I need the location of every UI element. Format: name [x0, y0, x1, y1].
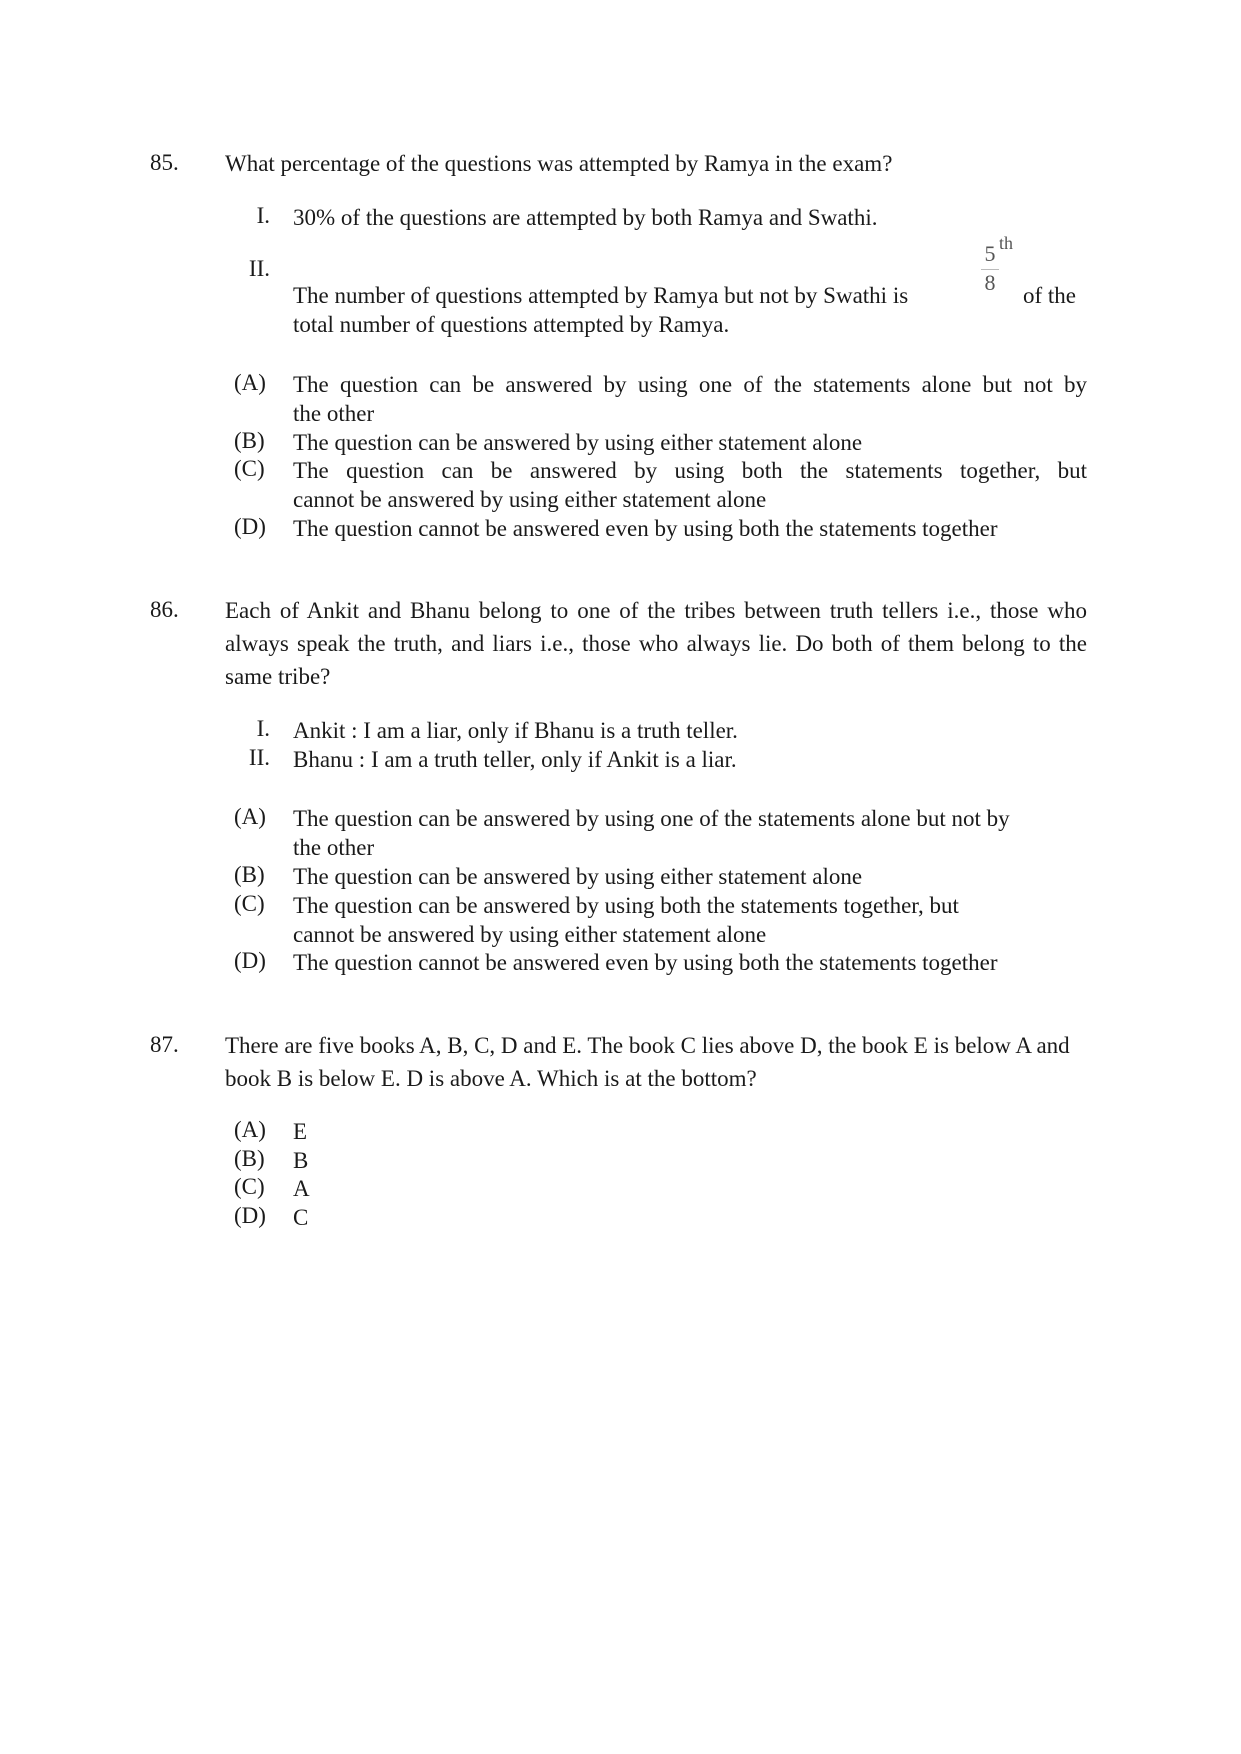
- option-text: [293, 370, 1087, 428]
- question-number: 85.: [150, 150, 179, 175]
- option-line: The question can be answered by using both the statements together, but: [293, 458, 1087, 483]
- option-label: (B): [234, 1146, 265, 1171]
- option-label: (C): [234, 1174, 265, 1199]
- option-text: [293, 456, 1087, 514]
- option-text: [293, 891, 1087, 949]
- option-line: the other: [293, 401, 375, 426]
- option-line: The question can be answered by using one of the statements alone but not by: [293, 806, 1010, 831]
- option-label: (C): [234, 456, 265, 481]
- option-line: cannot be answered by using either statement alone: [293, 922, 767, 947]
- option-label: (D): [234, 1203, 266, 1228]
- option-label: (D): [234, 948, 266, 973]
- option-label: (C): [234, 891, 265, 916]
- option-label: (A): [234, 370, 266, 395]
- statement-text: 30% of the questions are attempted by both Ramya and Swathi.: [293, 205, 878, 230]
- question-number: 87.: [150, 1032, 179, 1057]
- statement-text-end: of the: [1023, 283, 1077, 308]
- option-label: (B): [234, 428, 265, 453]
- option-text: B: [293, 1148, 309, 1173]
- option-line: cannot be answered by using either statement alone: [293, 487, 767, 512]
- option-text: The question can be answered by using either statement alone: [293, 430, 863, 455]
- fraction-denominator: 8: [984, 270, 996, 295]
- question-number: 86.: [150, 597, 179, 622]
- option-text: The question can be answered by using either statement alone: [293, 864, 863, 889]
- option-line: The question can be answered by using one of the statements alone but not by: [293, 372, 1087, 397]
- statement-text: The number of questions attempted by Ramya but not by Swathi is: [293, 283, 909, 308]
- option-text: E: [293, 1119, 308, 1144]
- question-text: Each of Ankit and Bhanu belong to one of the tribes between truth tellers i.e., those who always speak the truth, and liars i.e., those who always lie. Do both of them belong to the same tribe?: [225, 598, 1087, 689]
- statement-label: I.: [256, 203, 270, 228]
- option-text: C: [293, 1205, 309, 1230]
- option-text: The question cannot be answered even by using both the statements together: [293, 950, 998, 975]
- option-label: (B): [234, 862, 265, 887]
- fraction: [981, 241, 999, 296]
- statement-text-line2: total number of questions attempted by Ramya.: [293, 312, 730, 337]
- option-text: [293, 804, 1087, 862]
- statement-label: I.: [256, 716, 270, 741]
- option-text: The question cannot be answered even by using both the statements together: [293, 516, 998, 541]
- question-text: What percentage of the questions was attempted by Ramya in the exam?: [225, 151, 893, 176]
- statement-label: II.: [248, 745, 270, 770]
- option-label: (A): [234, 1117, 266, 1142]
- option-text: A: [293, 1176, 310, 1201]
- statement-text: Bhanu : I am a truth teller, only if Ankit is a liar.: [293, 747, 737, 772]
- statement-text: Ankit : I am a liar, only if Bhanu is a truth teller.: [293, 718, 738, 743]
- option-label: (A): [234, 804, 266, 829]
- option-line: The question can be answered by using both the statements together, but: [293, 893, 959, 918]
- statement-label: II.: [248, 256, 270, 281]
- option-line: the other: [293, 835, 375, 860]
- fraction-superscript: th: [999, 233, 1014, 253]
- fraction-numerator: 5: [981, 241, 999, 270]
- question-text: There are five books A, B, C, D and E. The book C lies above D, the book E is below A and book B is below E. D is above A. Which is at the bottom?: [225, 1033, 1070, 1091]
- option-label: (D): [234, 514, 266, 539]
